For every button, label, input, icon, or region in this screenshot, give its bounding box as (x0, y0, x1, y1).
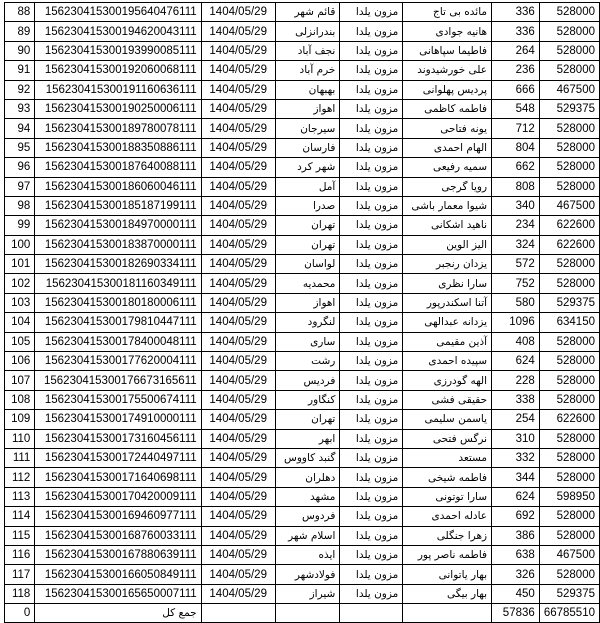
row-number-cell[interactable]: 110 (5, 429, 35, 448)
recipient-name-cell[interactable]: آتنا اسکندرپور (403, 293, 492, 312)
tracking-code-cell[interactable]: 156230415300176673165611 (35, 371, 201, 390)
amount-cell[interactable]: 634150 (539, 313, 599, 332)
city-cell[interactable]: اهواز (275, 99, 340, 118)
quantity-cell[interactable]: 310 (492, 429, 540, 448)
amount-cell[interactable]: 528000 (539, 61, 599, 80)
table-row[interactable] (5, 293, 600, 312)
table-row[interactable] (5, 448, 600, 467)
quantity-cell[interactable]: 1096 (492, 313, 540, 332)
tracking-code-cell[interactable]: 156230415300172440497111 (35, 448, 201, 467)
city-cell[interactable]: محمدیه (275, 274, 340, 293)
date-cell[interactable]: 1404/05/29 (201, 468, 275, 487)
tracking-code-cell[interactable]: 156230415300192060068111 (35, 61, 201, 80)
recipient-name-cell[interactable]: شیوا معمار باشی (403, 196, 492, 215)
date-cell[interactable]: 1404/05/29 (201, 235, 275, 254)
amount-cell[interactable]: 622600 (539, 235, 599, 254)
recipient-name-cell[interactable]: عادله احمدی (403, 507, 492, 526)
recipient-name-cell[interactable]: فاطمه ناصر پور (403, 545, 492, 564)
city-cell[interactable]: رشت (275, 352, 340, 371)
quantity-cell[interactable]: 338 (492, 390, 540, 409)
date-cell[interactable]: 1404/05/29 (201, 274, 275, 293)
recipient-name-cell[interactable]: رویا گرجی (403, 177, 492, 196)
sender-cell[interactable]: مزون یلدا (340, 255, 403, 274)
tracking-code-cell[interactable]: 156230415300195640476111 (35, 3, 201, 22)
sender-cell[interactable]: مزون یلدا (340, 61, 403, 80)
date-cell[interactable]: 1404/05/29 (201, 584, 275, 603)
sender-cell[interactable]: مزون یلدا (340, 371, 403, 390)
row-number-cell[interactable]: 103 (5, 293, 35, 312)
sender-cell[interactable]: مزون یلدا (340, 410, 403, 429)
date-cell[interactable]: 1404/05/29 (201, 352, 275, 371)
date-cell[interactable]: 1404/05/29 (201, 196, 275, 215)
quantity-cell[interactable]: 638 (492, 545, 540, 564)
city-cell[interactable]: قائم شهر (275, 3, 340, 22)
amount-cell[interactable]: 528000 (539, 138, 599, 157)
amount-cell[interactable]: 528000 (539, 3, 599, 22)
quantity-cell[interactable]: 662 (492, 158, 540, 177)
recipient-name-cell[interactable]: الهه گودرزی (403, 371, 492, 390)
table-row[interactable] (5, 487, 600, 506)
date-cell[interactable]: 1404/05/29 (201, 429, 275, 448)
recipient-name-cell[interactable]: سارا توتونی (403, 487, 492, 506)
table-row[interactable] (5, 138, 600, 157)
quantity-cell[interactable]: 340 (492, 196, 540, 215)
row-number-cell[interactable]: 91 (5, 61, 35, 80)
date-cell[interactable]: 1404/05/29 (201, 545, 275, 564)
tracking-code-cell[interactable]: 156230415300181160349111 (35, 274, 201, 293)
city-cell[interactable]: تهران (275, 235, 340, 254)
amount-cell[interactable]: 528000 (539, 255, 599, 274)
sender-cell[interactable]: مزون یلدا (340, 80, 403, 99)
row-number-cell[interactable]: 97 (5, 177, 35, 196)
date-cell[interactable]: 1404/05/29 (201, 526, 275, 545)
city-cell[interactable]: فردوس (275, 507, 340, 526)
amount-cell[interactable]: 528000 (539, 332, 599, 351)
quantity-cell[interactable]: 236 (492, 61, 540, 80)
tracking-code-cell[interactable]: 156230415300167880639111 (35, 545, 201, 564)
total-quantity-cell[interactable]: 57836 (492, 604, 540, 623)
tracking-code-cell[interactable]: 156230415300194620043111 (35, 22, 201, 41)
row-number-cell[interactable]: 93 (5, 99, 35, 118)
tracking-code-cell[interactable]: 156230415300188350886111 (35, 138, 201, 157)
recipient-name-cell[interactable]: الهام احمدی (403, 138, 492, 157)
row-number-cell[interactable]: 108 (5, 390, 35, 409)
tracking-code-cell[interactable]: 156230415300182690334111 (35, 255, 201, 274)
city-cell[interactable]: بندرانزلی (275, 22, 340, 41)
sender-cell[interactable]: مزون یلدا (340, 390, 403, 409)
tracking-code-cell[interactable]: 156230415300184970000111 (35, 216, 201, 235)
table-row[interactable] (5, 507, 600, 526)
sender-cell[interactable]: مزون یلدا (340, 158, 403, 177)
tracking-code-cell[interactable]: 156230415300189780078111 (35, 119, 201, 138)
sender-cell[interactable]: مزون یلدا (340, 196, 403, 215)
table-body (5, 3, 600, 623)
amount-cell[interactable]: 529375 (539, 99, 599, 118)
quantity-cell[interactable]: 804 (492, 138, 540, 157)
tracking-code-cell[interactable]: 156230415300183870000111 (35, 235, 201, 254)
row-number-cell[interactable]: 100 (5, 235, 35, 254)
city-cell[interactable]: لنگرود (275, 313, 340, 332)
amount-cell[interactable]: 467500 (539, 545, 599, 564)
city-cell[interactable]: مشهد (275, 487, 340, 506)
recipient-name-cell[interactable]: یزدانه عبدالهی (403, 313, 492, 332)
quantity-cell[interactable]: 332 (492, 448, 540, 467)
table-row[interactable] (5, 429, 600, 448)
amount-cell[interactable]: 622600 (539, 216, 599, 235)
date-cell[interactable]: 1404/05/29 (201, 158, 275, 177)
amount-cell[interactable]: 529375 (539, 293, 599, 312)
sender-cell[interactable]: مزون یلدا (340, 468, 403, 487)
sender-cell[interactable]: مزون یلدا (340, 448, 403, 467)
table-row[interactable] (5, 545, 600, 564)
sender-cell[interactable]: مزون یلدا (340, 584, 403, 603)
table-row[interactable] (5, 41, 600, 60)
empty-cell[interactable] (201, 604, 275, 623)
amount-cell[interactable]: 528000 (539, 429, 599, 448)
spreadsheet (4, 2, 600, 623)
city-cell[interactable]: خرم آباد (275, 61, 340, 80)
tracking-code-cell[interactable]: 156230415300190250006111 (35, 99, 201, 118)
amount-cell[interactable]: 528000 (539, 565, 599, 584)
city-cell[interactable]: آمل (275, 177, 340, 196)
city-cell[interactable]: سیرجان (275, 119, 340, 138)
recipient-name-cell[interactable]: الیز الوین (403, 235, 492, 254)
city-cell[interactable]: گنبد کاووس (275, 448, 340, 467)
table-row[interactable] (5, 22, 600, 41)
tracking-code-cell[interactable]: 156230415300165650007111 (35, 584, 201, 603)
amount-cell[interactable]: 529375 (539, 584, 599, 603)
date-cell[interactable]: 1404/05/29 (201, 448, 275, 467)
amount-cell[interactable]: 467500 (539, 80, 599, 99)
recipient-name-cell[interactable]: آذین مقیمی (403, 332, 492, 351)
date-cell[interactable]: 1404/05/29 (201, 371, 275, 390)
row-number-cell[interactable]: 118 (5, 584, 35, 603)
total-number-cell[interactable]: 0 (5, 604, 35, 623)
sender-cell[interactable]: مزون یلدا (340, 235, 403, 254)
quantity-cell[interactable]: 336 (492, 3, 540, 22)
amount-cell[interactable]: 528000 (539, 390, 599, 409)
tracking-code-cell[interactable]: 156230415300175500674111 (35, 390, 201, 409)
row-number-cell[interactable]: 89 (5, 22, 35, 41)
recipient-name-cell[interactable]: مستعد (403, 448, 492, 467)
date-cell[interactable]: 1404/05/29 (201, 80, 275, 99)
quantity-cell[interactable]: 712 (492, 119, 540, 138)
amount-cell[interactable]: 528000 (539, 448, 599, 467)
row-number-cell[interactable]: 111 (5, 448, 35, 467)
row-number-cell[interactable]: 117 (5, 565, 35, 584)
date-cell[interactable]: 1404/05/29 (201, 22, 275, 41)
date-cell[interactable]: 1404/05/29 (201, 119, 275, 138)
table-row[interactable] (5, 352, 600, 371)
quantity-cell[interactable]: 254 (492, 410, 540, 429)
tracking-code-cell[interactable]: 156230415300186060046111 (35, 177, 201, 196)
city-cell[interactable]: نجف آباد (275, 41, 340, 60)
date-cell[interactable]: 1404/05/29 (201, 487, 275, 506)
tracking-code-cell[interactable]: 156230415300173160456111 (35, 429, 201, 448)
recipient-name-cell[interactable]: حقیقی فشی (403, 390, 492, 409)
row-number-cell[interactable]: 106 (5, 352, 35, 371)
row-number-cell[interactable]: 115 (5, 526, 35, 545)
tracking-code-cell[interactable]: 156230415300174910000111 (35, 410, 201, 429)
quantity-cell[interactable]: 228 (492, 371, 540, 390)
sender-cell[interactable]: مزون یلدا (340, 3, 403, 22)
tracking-code-cell[interactable]: 156230415300169460977111 (35, 507, 201, 526)
amount-cell[interactable]: 528000 (539, 371, 599, 390)
date-cell[interactable]: 1404/05/29 (201, 410, 275, 429)
city-cell[interactable]: شیراز (275, 584, 340, 603)
table-row[interactable] (5, 274, 600, 293)
date-cell[interactable]: 1404/05/29 (201, 332, 275, 351)
tracking-code-cell[interactable]: 156230415300168760033111 (35, 526, 201, 545)
sender-cell[interactable]: مزون یلدا (340, 99, 403, 118)
sender-cell[interactable]: مزون یلدا (340, 41, 403, 60)
sender-cell[interactable]: مزون یلدا (340, 332, 403, 351)
sender-cell[interactable]: مزون یلدا (340, 274, 403, 293)
recipient-name-cell[interactable]: یاسمن سلیمی (403, 410, 492, 429)
total-label-cell[interactable]: جمع کل (35, 604, 201, 623)
city-cell[interactable]: لواسان (275, 255, 340, 274)
amount-cell[interactable]: 528000 (539, 41, 599, 60)
recipient-name-cell[interactable]: فاطمه شیخی (403, 468, 492, 487)
total-amount-cell[interactable]: 66785510 (539, 604, 599, 623)
sender-cell[interactable]: مزون یلدا (340, 429, 403, 448)
row-number-cell[interactable]: 90 (5, 41, 35, 60)
table-row[interactable] (5, 410, 600, 429)
recipient-name-cell[interactable]: بهار یاتوانی (403, 565, 492, 584)
recipient-name-cell[interactable]: ناهید اشکانی (403, 216, 492, 235)
row-number-cell[interactable]: 99 (5, 216, 35, 235)
tracking-code-cell[interactable]: 156230415300180180006111 (35, 293, 201, 312)
tracking-code-cell[interactable]: 156230415300171640698111 (35, 468, 201, 487)
quantity-cell[interactable]: 624 (492, 487, 540, 506)
recipient-name-cell[interactable]: بهار بیگی (403, 584, 492, 603)
tracking-code-cell[interactable]: 156230415300166050849111 (35, 565, 201, 584)
date-cell[interactable]: 1404/05/29 (201, 61, 275, 80)
table-row[interactable] (5, 61, 600, 80)
date-cell[interactable]: 1404/05/29 (201, 216, 275, 235)
city-cell[interactable]: شهر کرد (275, 158, 340, 177)
tracking-code-cell[interactable]: 156230415300177620004111 (35, 352, 201, 371)
quantity-cell[interactable]: 752 (492, 274, 540, 293)
sender-cell[interactable]: مزون یلدا (340, 352, 403, 371)
recipient-name-cell[interactable]: سپیده احمدی (403, 352, 492, 371)
sender-cell[interactable]: مزون یلدا (340, 138, 403, 157)
row-number-cell[interactable]: 109 (5, 410, 35, 429)
sender-cell[interactable]: مزون یلدا (340, 216, 403, 235)
tracking-code-cell[interactable]: 156230415300193990085111 (35, 41, 201, 60)
tracking-code-cell[interactable]: 156230415300179810447111 (35, 313, 201, 332)
total-row[interactable] (5, 604, 600, 623)
tracking-code-cell[interactable]: 156230415300170420009111 (35, 487, 201, 506)
row-number-cell[interactable]: 92 (5, 80, 35, 99)
city-cell[interactable]: تهران (275, 410, 340, 429)
recipient-name-cell[interactable]: علی خورشیدوند (403, 61, 492, 80)
recipient-name-cell[interactable]: زهرا جنگلی (403, 526, 492, 545)
table-row[interactable] (5, 177, 600, 196)
sender-cell[interactable]: مزون یلدا (340, 119, 403, 138)
city-cell[interactable]: دهلران (275, 468, 340, 487)
row-number-cell[interactable]: 95 (5, 138, 35, 157)
quantity-cell[interactable]: 572 (492, 255, 540, 274)
sender-cell[interactable]: مزون یلدا (340, 177, 403, 196)
row-number-cell[interactable]: 105 (5, 332, 35, 351)
empty-cell[interactable] (340, 604, 403, 623)
table-row[interactable] (5, 3, 600, 22)
city-cell[interactable]: اسلام شهر (275, 526, 340, 545)
quantity-cell[interactable]: 666 (492, 80, 540, 99)
quantity-cell[interactable]: 624 (492, 352, 540, 371)
recipient-name-cell[interactable]: سارا نظری (403, 274, 492, 293)
tracking-code-cell[interactable]: 156230415300178400048111 (35, 332, 201, 351)
city-cell[interactable]: کنگاور (275, 390, 340, 409)
city-cell[interactable]: فردیس (275, 371, 340, 390)
recipient-name-cell[interactable]: فاطمه کاظمی (403, 99, 492, 118)
city-cell[interactable]: اهواز (275, 293, 340, 312)
table-row[interactable] (5, 80, 600, 99)
sender-cell[interactable]: مزون یلدا (340, 565, 403, 584)
recipient-name-cell[interactable]: پردیس پهلوانی (403, 80, 492, 99)
quantity-cell[interactable]: 548 (492, 99, 540, 118)
table-row[interactable] (5, 99, 600, 118)
table-row[interactable] (5, 119, 600, 138)
sender-cell[interactable]: مزون یلدا (340, 22, 403, 41)
city-cell[interactable]: ایذه (275, 545, 340, 564)
recipient-name-cell[interactable]: مائده بی تاج (403, 3, 492, 22)
amount-cell[interactable]: 528000 (539, 119, 599, 138)
table-row[interactable] (5, 332, 600, 351)
recipient-name-cell[interactable]: یونه فتاحی (403, 119, 492, 138)
sender-cell[interactable]: مزون یلدا (340, 293, 403, 312)
quantity-cell[interactable]: 450 (492, 584, 540, 603)
amount-cell[interactable]: 528000 (539, 22, 599, 41)
date-cell[interactable]: 1404/05/29 (201, 313, 275, 332)
tracking-code-cell[interactable]: 156230415300185187199111 (35, 196, 201, 215)
table-row[interactable] (5, 196, 600, 215)
row-number-cell[interactable]: 116 (5, 545, 35, 564)
amount-cell[interactable]: 528000 (539, 352, 599, 371)
row-number-cell[interactable]: 96 (5, 158, 35, 177)
quantity-cell[interactable]: 326 (492, 565, 540, 584)
recipient-name-cell[interactable]: نرگس فتحی (403, 429, 492, 448)
sender-cell[interactable]: مزون یلدا (340, 545, 403, 564)
amount-cell[interactable]: 528000 (539, 468, 599, 487)
city-cell[interactable]: بهبهان (275, 80, 340, 99)
amount-cell[interactable]: 528000 (539, 274, 599, 293)
date-cell[interactable]: 1404/05/29 (201, 255, 275, 274)
quantity-cell[interactable]: 324 (492, 235, 540, 254)
table-row[interactable] (5, 235, 600, 254)
quantity-cell[interactable]: 386 (492, 526, 540, 545)
row-number-cell[interactable]: 112 (5, 468, 35, 487)
date-cell[interactable]: 1404/05/29 (201, 177, 275, 196)
table-row[interactable] (5, 526, 600, 545)
row-number-cell[interactable]: 102 (5, 274, 35, 293)
date-cell[interactable]: 1404/05/29 (201, 138, 275, 157)
amount-cell[interactable]: 528000 (539, 177, 599, 196)
tracking-code-cell[interactable]: 156230415300187640088111 (35, 158, 201, 177)
date-cell[interactable]: 1404/05/29 (201, 390, 275, 409)
date-cell[interactable]: 1404/05/29 (201, 99, 275, 118)
empty-cell[interactable] (275, 604, 340, 623)
empty-cell[interactable] (403, 604, 492, 623)
quantity-cell[interactable]: 264 (492, 41, 540, 60)
date-cell[interactable]: 1404/05/29 (201, 3, 275, 22)
row-number-cell[interactable]: 113 (5, 487, 35, 506)
row-number-cell[interactable]: 114 (5, 507, 35, 526)
sender-cell[interactable]: مزون یلدا (340, 507, 403, 526)
city-cell[interactable]: تهران (275, 216, 340, 235)
row-number-cell[interactable]: 107 (5, 371, 35, 390)
amount-cell[interactable]: 528000 (539, 158, 599, 177)
recipient-name-cell[interactable]: یزدان رنجبر (403, 255, 492, 274)
city-cell[interactable]: صدرا (275, 196, 340, 215)
recipient-name-cell[interactable]: سمیه رفیعی (403, 158, 492, 177)
quantity-cell[interactable]: 336 (492, 22, 540, 41)
sender-cell[interactable]: مزون یلدا (340, 526, 403, 545)
row-number-cell[interactable]: 88 (5, 3, 35, 22)
city-cell[interactable]: فولادشهر (275, 565, 340, 584)
amount-cell[interactable]: 598950 (539, 487, 599, 506)
quantity-cell[interactable]: 408 (492, 332, 540, 351)
quantity-cell[interactable]: 692 (492, 507, 540, 526)
sender-cell[interactable]: مزون یلدا (340, 487, 403, 506)
quantity-cell[interactable]: 580 (492, 293, 540, 312)
table-row[interactable] (5, 216, 600, 235)
shipments-table (4, 2, 600, 623)
amount-cell[interactable]: 528000 (539, 507, 599, 526)
row-number-cell[interactable]: 94 (5, 119, 35, 138)
row-number-cell[interactable]: 98 (5, 196, 35, 215)
table-row[interactable] (5, 313, 600, 332)
city-cell[interactable]: ابهر (275, 429, 340, 448)
row-number-cell[interactable]: 101 (5, 255, 35, 274)
row-number-cell[interactable]: 104 (5, 313, 35, 332)
quantity-cell[interactable]: 808 (492, 177, 540, 196)
date-cell[interactable]: 1404/05/29 (201, 293, 275, 312)
tracking-code-cell[interactable]: 156230415300191160636111 (35, 80, 201, 99)
recipient-name-cell[interactable]: فاطیما سپاهانی (403, 41, 492, 60)
table-row[interactable] (5, 390, 600, 409)
date-cell[interactable]: 1404/05/29 (201, 41, 275, 60)
amount-cell[interactable]: 622600 (539, 410, 599, 429)
table-row[interactable] (5, 371, 600, 390)
date-cell[interactable]: 1404/05/29 (201, 507, 275, 526)
table-row[interactable] (5, 255, 600, 274)
amount-cell[interactable]: 528000 (539, 526, 599, 545)
city-cell[interactable]: ساری (275, 332, 340, 351)
sender-cell[interactable]: مزون یلدا (340, 313, 403, 332)
recipient-name-cell[interactable]: هانیه جوادی (403, 22, 492, 41)
quantity-cell[interactable]: 234 (492, 216, 540, 235)
table-row[interactable] (5, 158, 600, 177)
amount-cell[interactable]: 467500 (539, 196, 599, 215)
quantity-cell[interactable]: 344 (492, 468, 540, 487)
table-row[interactable] (5, 565, 600, 584)
table-row[interactable] (5, 584, 600, 603)
city-cell[interactable]: فارسان (275, 138, 340, 157)
date-cell[interactable]: 1404/05/29 (201, 565, 275, 584)
table-row[interactable] (5, 468, 600, 487)
